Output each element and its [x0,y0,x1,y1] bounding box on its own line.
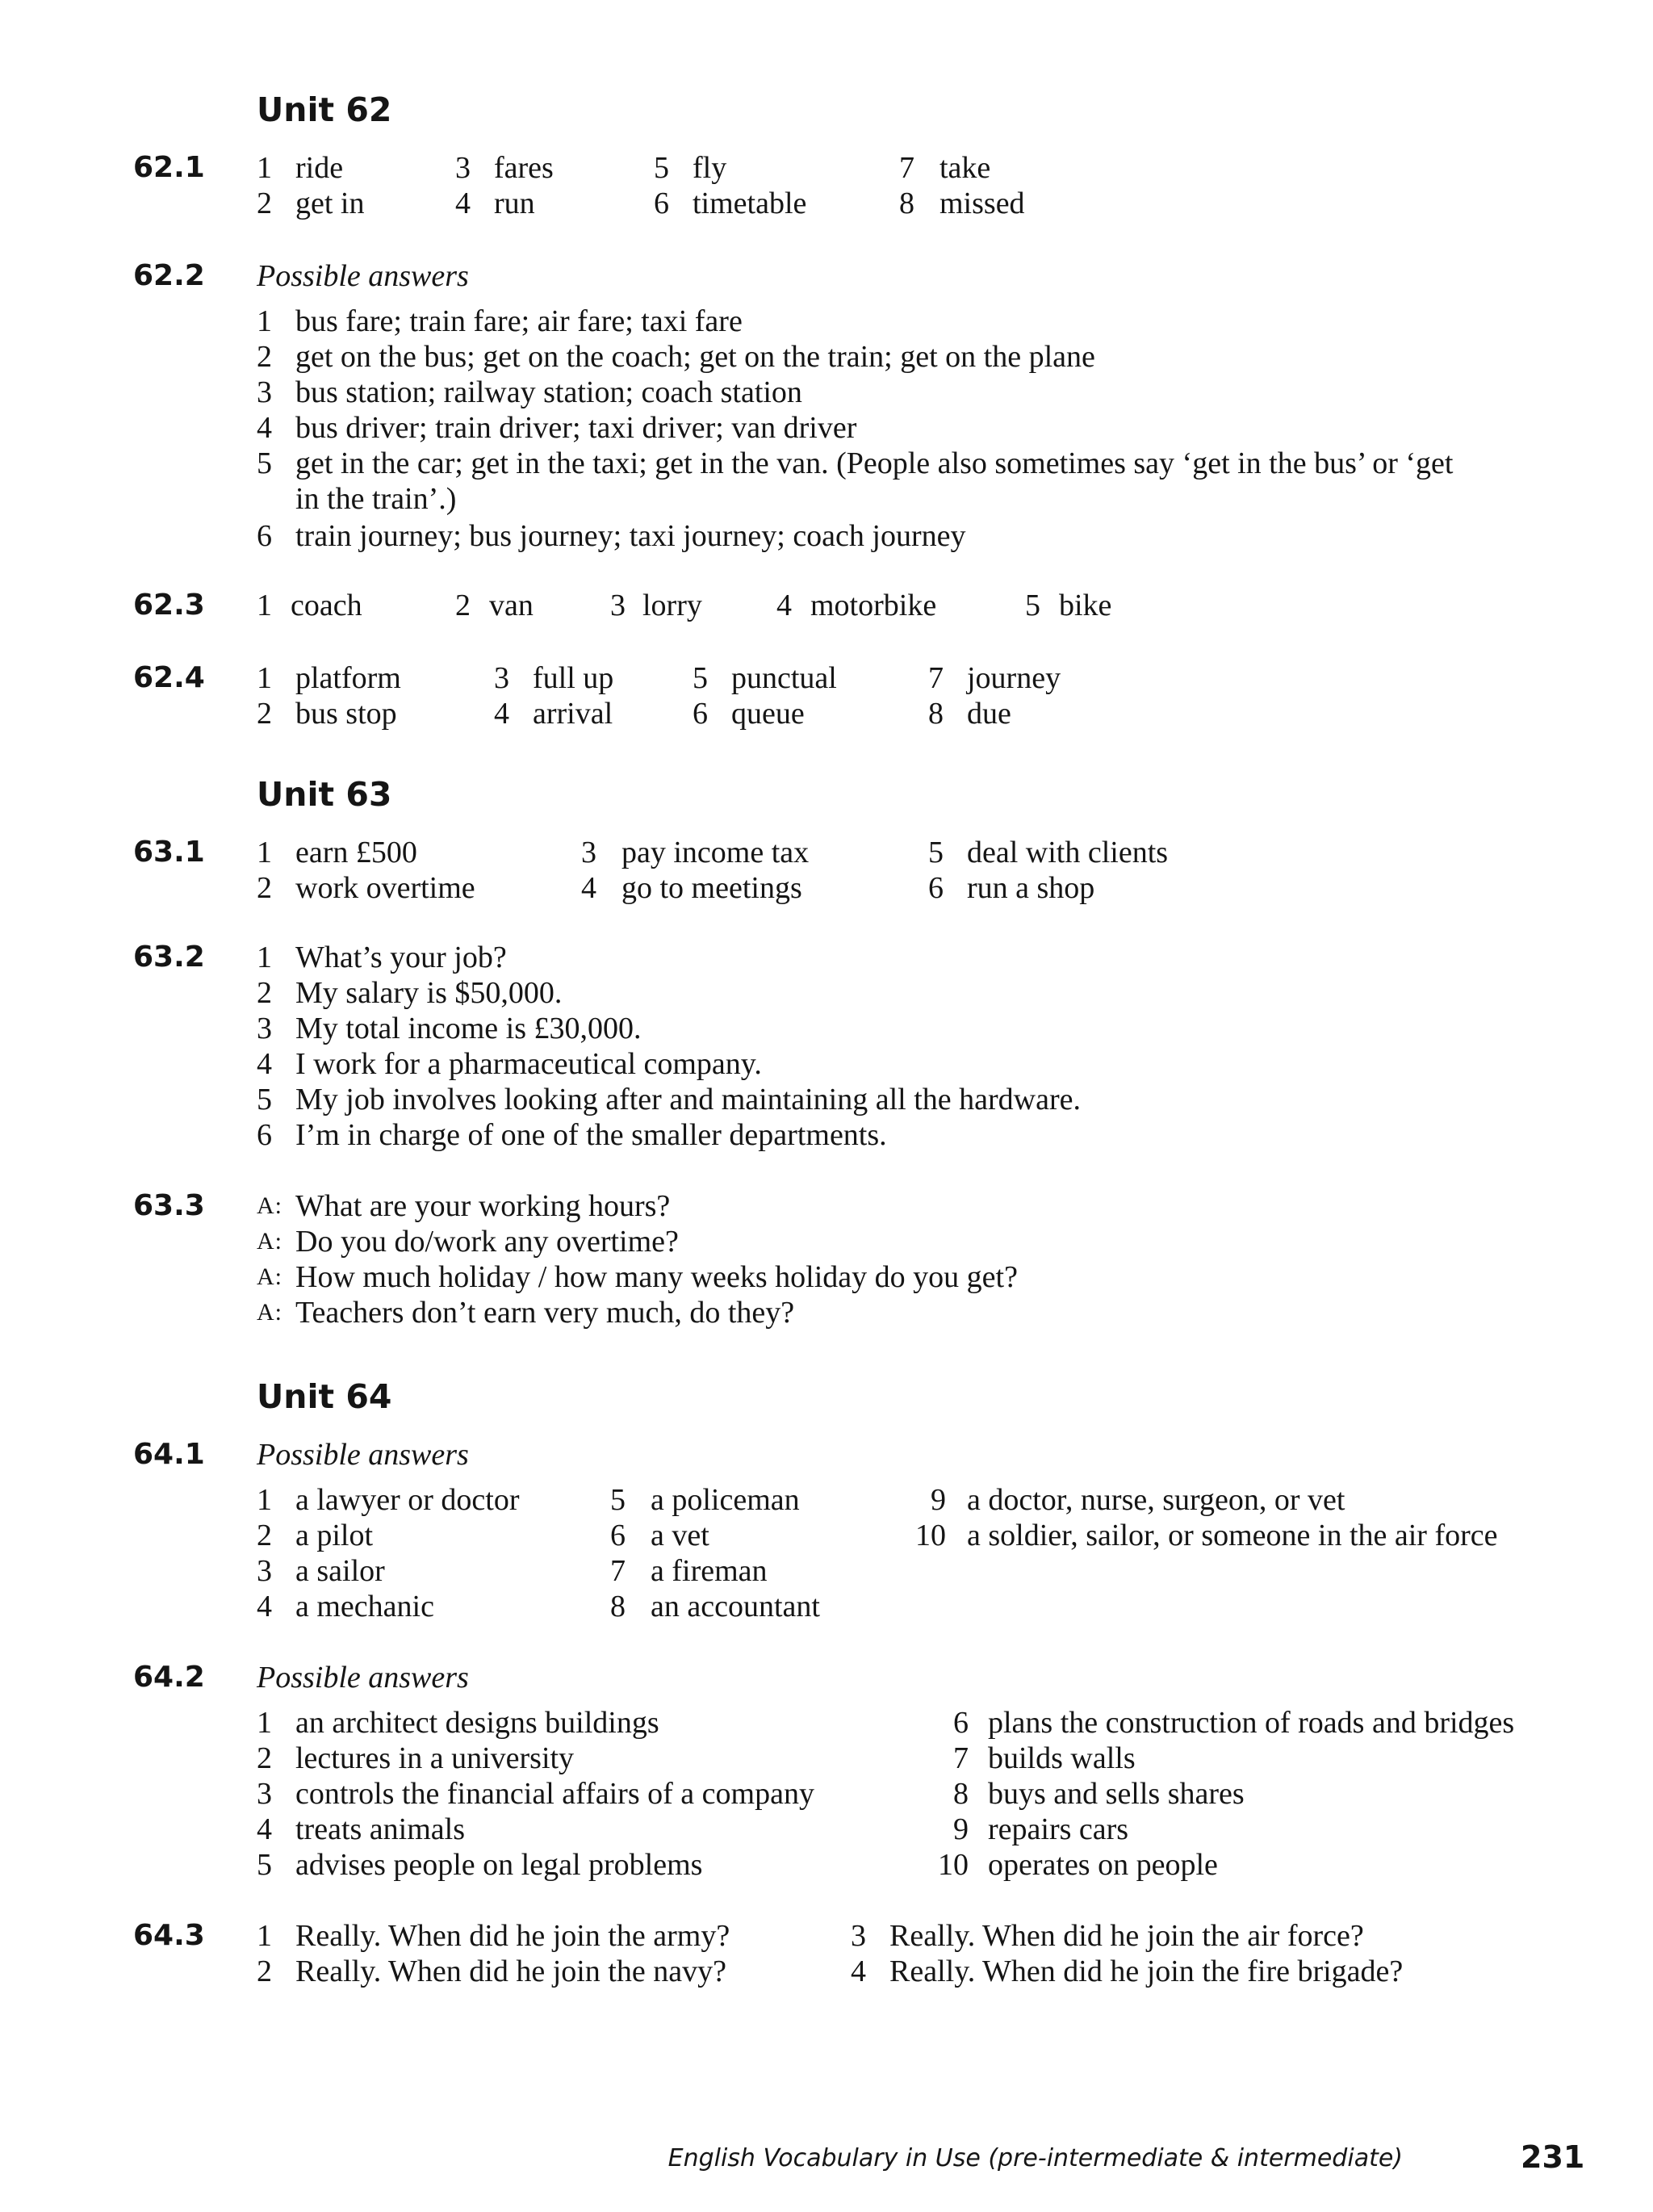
item-number: 2 [257,186,272,220]
exercise-64-1-number: 64.1 [133,1438,205,1471]
answer-text: platform [295,661,401,695]
answer-text: plans the construction of roads and bridges [988,1706,1515,1740]
item-number: 10 [915,1519,946,1552]
answer-text: a vet [651,1519,709,1552]
exercise-62-2-heading: Possible answers [257,259,469,293]
item-number: 4 [776,589,792,622]
unit-64-title: Unit 64 [257,1377,392,1416]
answer-text: Really. When did he join the army? [295,1919,730,1953]
answer-text: a sailor [295,1554,385,1588]
answer-text: queue [731,697,805,731]
answer-text: an architect designs buildings [295,1706,659,1740]
answer-text: punctual [731,661,837,695]
item-number: 6 [953,1706,969,1740]
item-number: 1 [257,941,272,974]
exercise-64-2-number: 64.2 [133,1661,205,1694]
item-number: 8 [953,1777,969,1811]
item-number: 3 [257,1012,272,1045]
answer-text: How much holiday / how many weeks holiday do you get? [295,1260,1018,1294]
answer-text: deal with clients [967,836,1169,869]
item-number: 7 [610,1554,626,1588]
exercise-62-4-number: 62.4 [133,661,205,694]
item-number: 4 [494,697,509,731]
answer-text: coach [291,589,362,622]
answer-text: What’s your job? [295,941,507,974]
answer-text: arrival [533,697,613,731]
answer-text: treats animals [295,1812,465,1846]
answer-text: bus station; railway station; coach station [295,375,802,409]
exercise-63-3-number: 63.3 [133,1189,205,1222]
item-number: 1 [257,1919,272,1953]
answer-text: get in the car; get in the taxi; get in the van. (People also sometimes say ‘get in the bus’ or ‘get [295,446,1454,480]
answer-text: van [489,589,534,622]
answer-text: Do you do/work any overtime? [295,1225,679,1259]
answer-text: My total income is £30,000. [295,1012,642,1045]
answer-text: due [967,697,1011,731]
item-number: 6 [257,519,272,553]
answer-text: What are your working hours? [295,1189,671,1223]
answer-text: fly [693,151,727,185]
exercise-64-1-heading: Possible answers [257,1438,469,1472]
answer-text: motorbike [810,589,937,622]
answer-text: operates on people [988,1848,1218,1882]
item-number: 2 [257,697,272,731]
answer-text: I’m in charge of one of the smaller departments. [295,1118,887,1152]
speaker-label: A: [257,1192,282,1219]
item-number: 1 [257,151,272,185]
item-number: 2 [257,1519,272,1552]
answer-text: get on the bus; get on the coach; get on the train; get on the plane [295,340,1095,374]
item-number: 6 [257,1118,272,1152]
unit-63-title: Unit 63 [257,775,392,814]
item-number: 3 [455,151,471,185]
answer-text: journey [967,661,1061,695]
item-number: 1 [257,1483,272,1517]
answer-text: full up [533,661,614,695]
item-number: 5 [257,1848,272,1882]
item-number: 7 [953,1741,969,1775]
answer-text: My job involves looking after and maintaining all the hardware. [295,1083,1081,1116]
answer-text: run [494,186,535,220]
item-number: 7 [899,151,914,185]
item-number: 4 [257,1047,272,1081]
item-number: 5 [654,151,669,185]
answer-text: a lawyer or doctor [295,1483,520,1517]
item-number: 8 [899,186,914,220]
answer-text: fares [494,151,554,185]
exercise-63-2-number: 63.2 [133,941,205,974]
item-number: 1 [257,1706,272,1740]
answer-text: pay income tax [621,836,810,869]
answer-text: advises people on legal problems [295,1848,703,1882]
item-number: 3 [257,1554,272,1588]
answer-text: timetable [693,186,807,220]
answer-text: take [939,151,991,185]
exercise-62-2-number: 62.2 [133,259,205,292]
answer-text: Really. When did he join the navy? [295,1954,726,1988]
item-number: 3 [851,1919,866,1953]
item-number: 4 [851,1954,866,1988]
item-number: 9 [953,1812,969,1846]
answer-text: train journey; bus journey; taxi journey; coach journey [295,519,966,553]
answer-text: go to meetings [621,871,802,905]
item-number: 1 [257,589,272,622]
item-number: 4 [257,1590,272,1623]
answer-text: My salary is $50,000. [295,976,563,1010]
answer-text: Teachers don’t earn very much, do they? [295,1296,795,1330]
exercise-62-1-number: 62.1 [133,151,205,184]
item-number: 3 [257,1777,272,1811]
speaker-label: A: [257,1228,282,1255]
item-number: 8 [928,697,944,731]
answer-text: work overtime [295,871,475,905]
item-number: 9 [931,1483,946,1517]
item-number: 5 [257,446,272,480]
answer-text: ride [295,151,344,185]
unit-62-title: Unit 62 [257,90,392,129]
answer-text: a soldier, sailor, or someone in the air force [967,1519,1498,1552]
answer-text: Really. When did he join the air force? [889,1919,1364,1953]
item-number: 1 [257,661,272,695]
answer-text: a doctor, nurse, surgeon, or vet [967,1483,1345,1517]
answer-text: bus driver; train driver; taxi driver; van driver [295,411,857,445]
item-number: 10 [938,1848,969,1882]
answer-text: I work for a pharmaceutical company. [295,1047,762,1081]
speaker-label: A: [257,1299,282,1326]
item-number: 1 [257,304,272,338]
item-number: 5 [257,1083,272,1116]
answer-text-continued: in the train’.) [295,482,457,516]
item-number: 2 [257,1741,272,1775]
page-number: 231 [1521,2139,1585,2175]
item-number: 2 [257,976,272,1010]
exercise-64-2-heading: Possible answers [257,1661,469,1695]
item-number: 6 [693,697,708,731]
exercise-64-3-number: 64.3 [133,1919,205,1952]
item-number: 5 [928,836,944,869]
answer-text: run a shop [967,871,1095,905]
item-number: 3 [257,375,272,409]
answer-text: earn £500 [295,836,417,869]
item-number: 6 [928,871,944,905]
answer-text: missed [939,186,1025,220]
answer-text: buys and sells shares [988,1777,1245,1811]
item-number: 7 [928,661,944,695]
answer-text: a fireman [651,1554,768,1588]
answer-text: a policeman [651,1483,800,1517]
answer-text: get in [295,186,365,220]
item-number: 3 [581,836,596,869]
exercise-63-1-number: 63.1 [133,836,205,869]
answer-text: a mechanic [295,1590,434,1623]
answer-text: a pilot [295,1519,374,1552]
answer-text: Really. When did he join the fire brigade? [889,1954,1404,1988]
item-number: 4 [581,871,596,905]
answer-text: builds walls [988,1741,1136,1775]
item-number: 5 [610,1483,626,1517]
speaker-label: A: [257,1263,282,1290]
item-number: 2 [455,589,471,622]
answer-text: lectures in a university [295,1741,575,1775]
item-number: 4 [455,186,471,220]
book-title-footer: English Vocabulary in Use (pre-intermediate & intermediate) [667,2144,1403,2172]
item-number: 2 [257,1954,272,1988]
exercise-62-3-number: 62.3 [133,589,205,622]
item-number: 6 [610,1519,626,1552]
answer-text: bus fare; train fare; air fare; taxi fare [295,304,743,338]
item-number: 6 [654,186,669,220]
answer-text: repairs cars [988,1812,1129,1846]
item-number: 8 [610,1590,626,1623]
item-number: 3 [494,661,509,695]
answer-text: bus stop [295,697,397,731]
answer-text: an accountant [651,1590,820,1623]
item-number: 4 [257,1812,272,1846]
item-number: 2 [257,871,272,905]
item-number: 5 [693,661,708,695]
item-number: 5 [1025,589,1040,622]
item-number: 3 [610,589,626,622]
item-number: 1 [257,836,272,869]
answer-text: controls the financial affairs of a company [295,1777,814,1811]
item-number: 4 [257,411,272,445]
answer-text: lorry [642,589,702,622]
item-number: 2 [257,340,272,374]
answer-text: bike [1059,589,1112,622]
